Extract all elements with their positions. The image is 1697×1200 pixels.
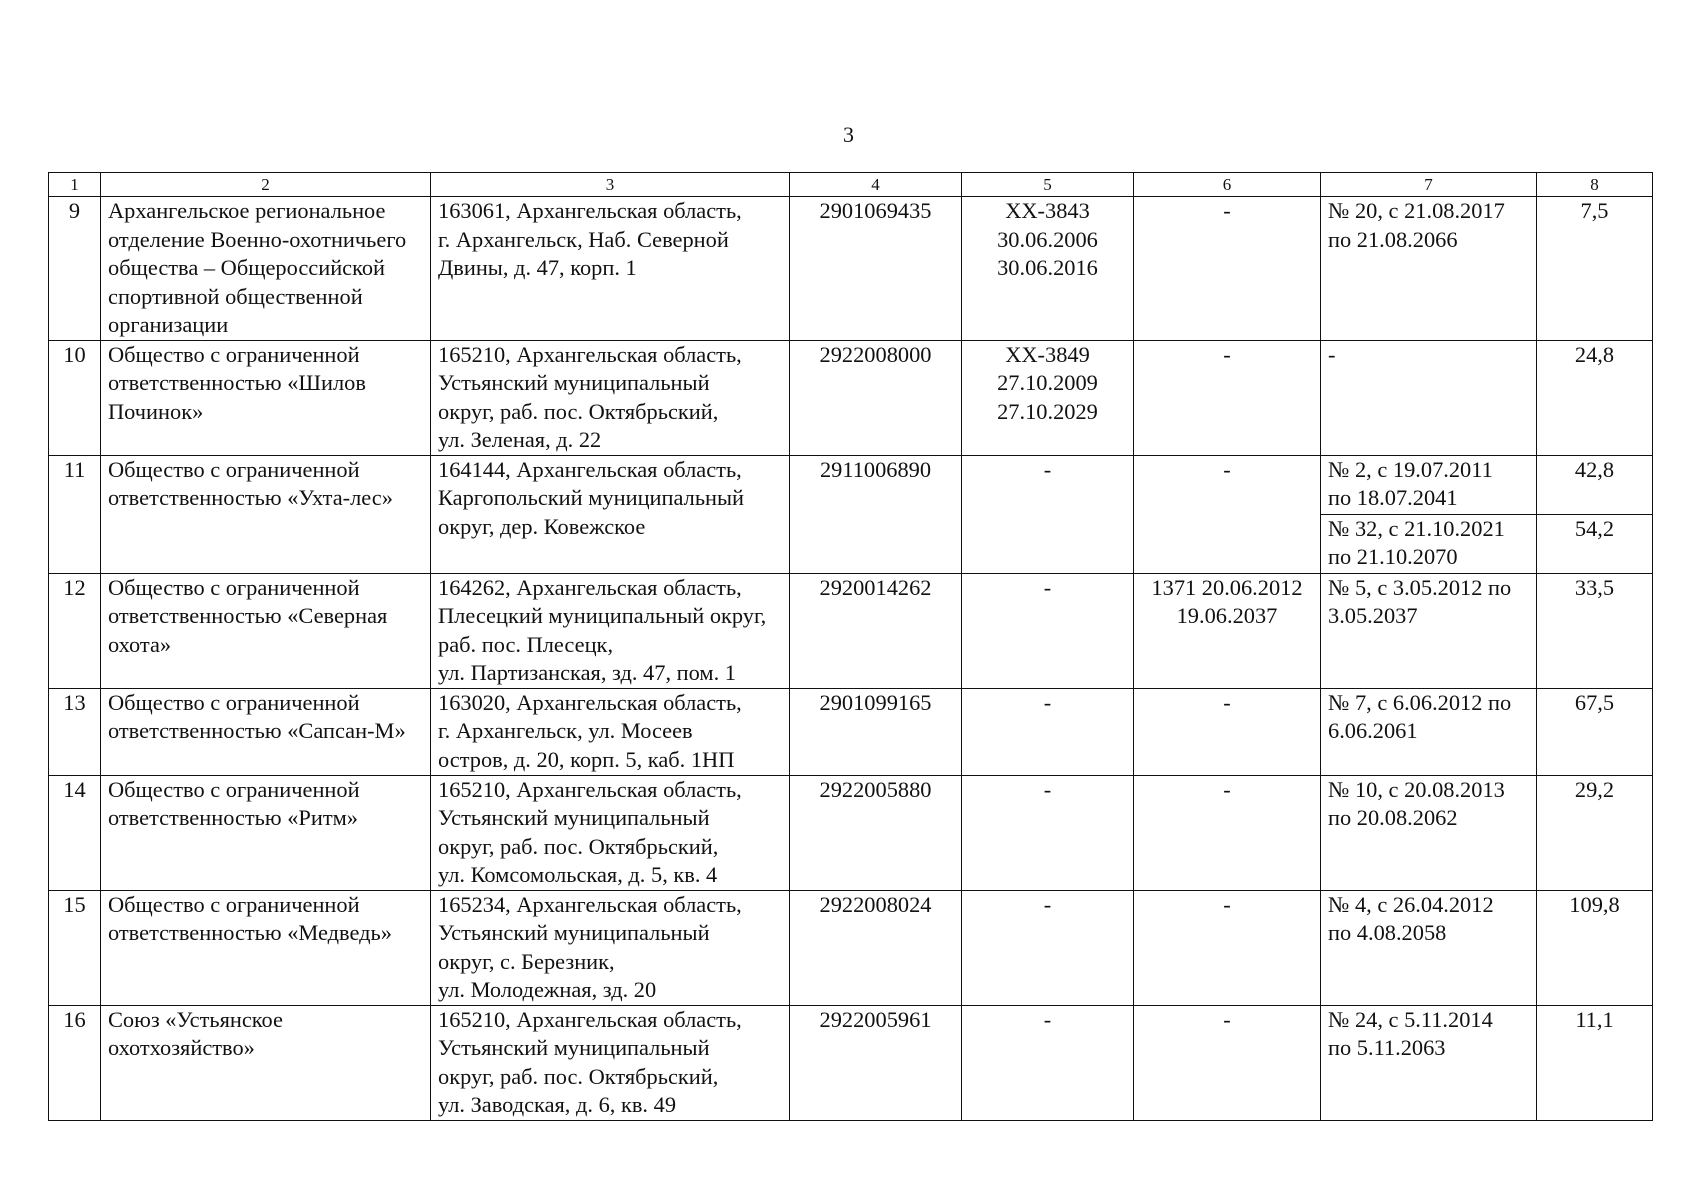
table-row [49,775,1653,890]
organization-name: Общество с ограниченной ответственностью «Сапсан-М» [101,688,431,775]
address: 163061, Архангельская область, г. Архангельск, Наб. Северной Двины, д. 47, корп. 1 [431,197,790,341]
organization-name: Союз «Устьянское охотхозяйство» [101,1005,431,1120]
inn: 2922005880 [790,775,962,890]
address: 164262, Архангельская область, Плесецкий муниципальный округ, раб. пос. Плесецк, ул. Партизанская, зд. 47, пом. 1 [431,573,790,688]
row-number: 9 [49,197,101,341]
address: 165210, Архангельская область, Устьянский муниципальный округ, раб. пос. Октябрьский, ул. Заводская, д. 6, кв. 49 [431,1005,790,1120]
area-second: 54,2 [1537,514,1653,573]
row-number: 15 [49,890,101,1005]
page-number: 3 [843,122,854,147]
organization-name: Общество с ограниченной ответственностью «Северная охота» [101,573,431,688]
organization-name: Общество с ограниченной ответственностью «Ритм» [101,775,431,890]
area: 7,5 [1537,197,1653,341]
column-6-value: - [1134,775,1321,890]
column-6-value: - [1134,197,1321,341]
area: 109,8 [1537,890,1653,1005]
column-header: 1 [49,173,101,197]
column-header: 3 [431,173,790,197]
agreement: № 7, с 6.06.2012 по 6.06.2061 [1321,688,1537,775]
row-number: 12 [49,573,101,688]
column-6-value: - [1134,455,1321,573]
column-6-value: 1371 20.06.2012 19.06.2037 [1134,573,1321,688]
column-header: 5 [962,173,1134,197]
table-row [49,340,1653,455]
inn: 2901069435 [790,197,962,341]
address: 163020, Архангельская область, г. Архангельск, ул. Мосеев остров, д. 20, корп. 5, каб. 1НП [431,688,790,775]
registry-table [48,172,1653,1121]
organization-name: Архангельское региональное отделение Военно-охотничьего общества – Общероссийской спортивной общественной организации [101,197,431,341]
organization-name: Общество с ограниченной ответственностью «Шилов Починок» [101,340,431,455]
address: 165210, Архангельская область, Устьянский муниципальный округ, раб. пос. Октябрьский, ул. Зеленая, д. 22 [431,340,790,455]
table-row [49,890,1653,1005]
agreement: № 20, с 21.08.2017 по 21.08.2066 [1321,197,1537,341]
area: 24,8 [1537,340,1653,455]
column-header: 4 [790,173,962,197]
area: 67,5 [1537,688,1653,775]
agreement: № 10, с 20.08.2013 по 20.08.2062 [1321,775,1537,890]
address: 164144, Архангельская область, Каргопольский муниципальный округ, дер. Ковежское [431,455,790,573]
inn: 2922008024 [790,890,962,1005]
address: 165234, Архангельская область, Устьянский муниципальный округ, с. Березник, ул. Молодежная, зд. 20 [431,890,790,1005]
agreement: № 5, с 3.05.2012 по 3.05.2037 [1321,573,1537,688]
column-header: 8 [1537,173,1653,197]
license: - [962,1005,1134,1120]
agreement-second: № 32, с 21.10.2021 по 21.10.2070 [1321,514,1537,573]
row-number: 10 [49,340,101,455]
column-6-value: - [1134,1005,1321,1120]
agreement: № 2, с 19.07.2011 по 18.07.2041 [1321,455,1537,514]
table-row [49,688,1653,775]
license: - [962,775,1134,890]
header-row [49,173,1653,197]
license: - [962,688,1134,775]
area: 29,2 [1537,775,1653,890]
table-row [49,197,1653,341]
area: 33,5 [1537,573,1653,688]
column-header: 7 [1321,173,1537,197]
table-row [49,1005,1653,1120]
inn: 2920014262 [790,573,962,688]
organization-name: Общество с ограниченной ответственностью «Ухта-лес» [101,455,431,573]
column-6-value: - [1134,688,1321,775]
address: 165210, Архангельская область, Устьянский муниципальный округ, раб. пос. Октябрьский, ул. Комсомольская, д. 5, кв. 4 [431,775,790,890]
agreement: № 24, с 5.11.2014 по 5.11.2063 [1321,1005,1537,1120]
column-6-value: - [1134,890,1321,1005]
inn: 2911006890 [790,455,962,573]
area: 42,8 [1537,455,1653,514]
row-number: 14 [49,775,101,890]
row-number: 16 [49,1005,101,1120]
license: ХХ-3849 27.10.2009 27.10.2029 [962,340,1134,455]
area: 11,1 [1537,1005,1653,1120]
license: ХХ-3843 30.06.2006 30.06.2016 [962,197,1134,341]
license: - [962,890,1134,1005]
row-number: 11 [49,455,101,573]
agreement: - [1321,340,1537,455]
inn: 2901099165 [790,688,962,775]
license: - [962,455,1134,573]
table-row [49,455,1653,514]
row-number: 13 [49,688,101,775]
column-header: 2 [101,173,431,197]
organization-name: Общество с ограниченной ответственностью «Медведь» [101,890,431,1005]
inn: 2922008000 [790,340,962,455]
inn: 2922005961 [790,1005,962,1120]
column-header: 6 [1134,173,1321,197]
table-row [49,573,1653,688]
agreement: № 4, с 26.04.2012 по 4.08.2058 [1321,890,1537,1005]
license: - [962,573,1134,688]
column-6-value: - [1134,340,1321,455]
